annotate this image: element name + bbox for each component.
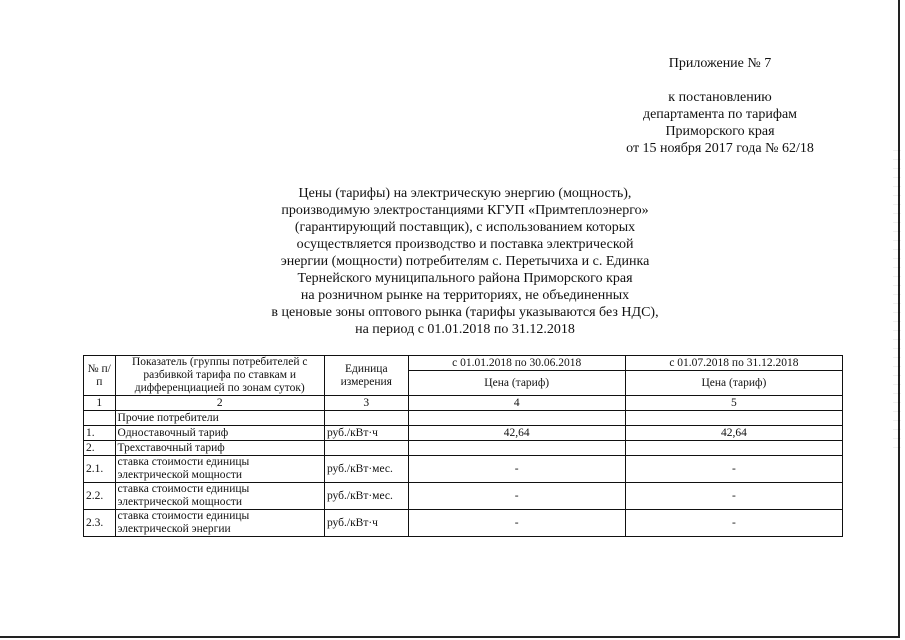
- row-unit: руб./кВт·ч: [324, 510, 408, 537]
- appendix-block: [620, 55, 820, 157]
- title-line: в ценовые зоны оптового рынка (тарифы указываются без НДС),: [271, 305, 659, 320]
- column-number-row: [84, 396, 843, 411]
- row-value-1: [408, 441, 625, 456]
- column-number: 2: [115, 396, 324, 411]
- row-unit: руб./кВт·мес.: [324, 483, 408, 510]
- title-line: Тернейского муниципального района Приморского края: [297, 271, 633, 286]
- title-line: производимую электростанциями КГУП «Примтеплоэнерго»: [281, 203, 649, 218]
- header-period-1: с 01.01.2018 по 30.06.2018: [408, 356, 625, 371]
- row-value-1: -: [408, 510, 625, 537]
- row-value-1: -: [408, 483, 625, 510]
- row-value-2: -: [625, 456, 842, 483]
- row-num: 1.: [84, 426, 116, 441]
- header-indicator: Показатель (группы потребителей с разбивкой тарифа по ставкам и дифференциацией по зонам суток): [115, 356, 324, 396]
- column-number: 3: [324, 396, 408, 411]
- row-name: ставка стоимости единицы электрической энергии: [115, 510, 324, 537]
- title-line: на период с 01.01.2018 по 31.12.2018: [355, 322, 575, 337]
- row-name: ставка стоимости единицы электрической мощности: [115, 456, 324, 483]
- appendix-line: к постановлению: [668, 90, 772, 105]
- appendix-title: Приложение № 7: [668, 56, 772, 71]
- table-row: [84, 483, 843, 510]
- row-unit: [324, 411, 408, 426]
- row-num: 2.1.: [84, 456, 116, 483]
- appendix-line: Приморского края: [665, 124, 775, 139]
- row-value-1: [408, 411, 625, 426]
- column-number: 5: [625, 396, 842, 411]
- appendix-line: от 15 ноября 2017 года № 62/18: [626, 141, 814, 156]
- row-value-2: -: [625, 510, 842, 537]
- row-value-2: [625, 441, 842, 456]
- header-price-2: Цена (тариф): [625, 371, 842, 396]
- column-number: 4: [408, 396, 625, 411]
- header-price-1: Цена (тариф): [408, 371, 625, 396]
- row-value-1: -: [408, 456, 625, 483]
- row-value-2: -: [625, 483, 842, 510]
- row-unit: [324, 441, 408, 456]
- header-row: [84, 356, 843, 371]
- column-number: 1: [84, 396, 116, 411]
- row-name: Одноставочный тариф: [115, 426, 324, 441]
- header-num: № п/п: [84, 356, 116, 396]
- row-name: Трехставочный тариф: [115, 441, 324, 456]
- row-num: 2.3.: [84, 510, 116, 537]
- spacer: [620, 72, 820, 89]
- table-row: [84, 426, 843, 441]
- header-unit: Единица измерения: [324, 356, 408, 396]
- scan-artifact: [893, 150, 901, 450]
- row-name: Прочие потребители: [115, 411, 324, 426]
- table-row: [84, 411, 843, 426]
- title-line: энергии (мощности) потребителям с. Перетычиха и с. Единка: [280, 254, 650, 269]
- appendix-line: департамента по тарифам: [642, 107, 798, 122]
- title-line: (гарантирующий поставщик), с использованием которых: [294, 220, 636, 235]
- title-line: Цены (тарифы) на электрическую энергию (мощность),: [298, 186, 632, 201]
- row-value-1: 42,64: [408, 426, 625, 441]
- tariff-table: [83, 355, 843, 537]
- row-unit: руб./кВт·ч: [324, 426, 408, 441]
- row-unit: руб./кВт·мес.: [324, 456, 408, 483]
- document-title: [230, 185, 700, 338]
- row-num: 2.2.: [84, 483, 116, 510]
- row-num: [84, 411, 116, 426]
- row-value-2: 42,64: [625, 426, 842, 441]
- table-row: [84, 510, 843, 537]
- header-period-2: с 01.07.2018 по 31.12.2018: [625, 356, 842, 371]
- row-value-2: [625, 411, 842, 426]
- table-row: [84, 441, 843, 456]
- row-num: 2.: [84, 441, 116, 456]
- table-row: [84, 456, 843, 483]
- title-line: осуществляется производство и поставка электрической: [296, 237, 634, 252]
- title-line: на розничном рынке на территориях, не объединенных: [300, 288, 630, 303]
- row-name: ставка стоимости единицы электрической мощности: [115, 483, 324, 510]
